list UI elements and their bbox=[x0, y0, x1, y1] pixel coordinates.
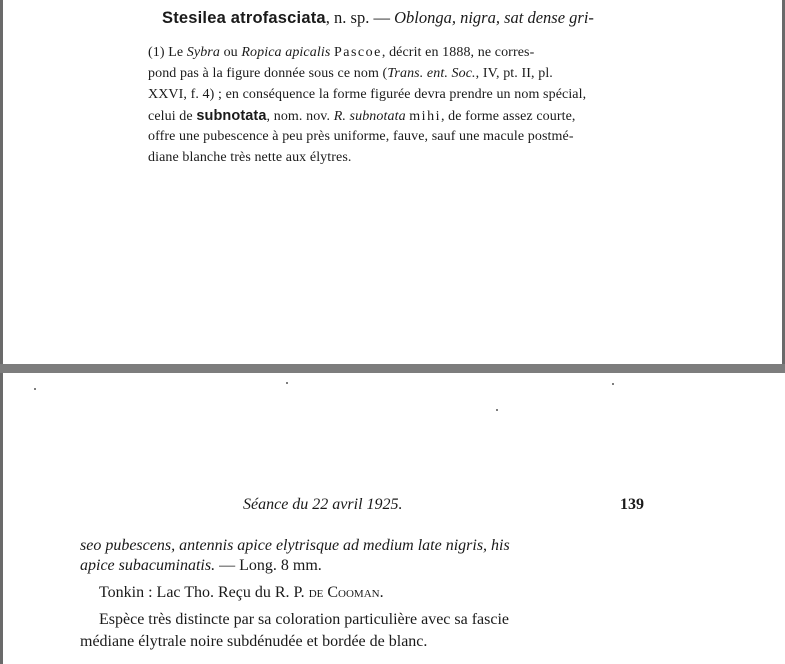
species-name: Stesilea atrofasciata bbox=[162, 9, 326, 27]
scan-speck bbox=[34, 388, 36, 390]
footnote-line-4: celui de subnotata, nom. nov. R. subnotata mihi, de forme assez courte, bbox=[148, 108, 576, 124]
scan-speck bbox=[496, 409, 498, 411]
page-number: 139 bbox=[620, 496, 644, 513]
scan-speck bbox=[612, 383, 614, 385]
species-status: , n. sp. — bbox=[325, 8, 395, 27]
scan-speck bbox=[286, 382, 288, 384]
body-line-4: Espèce très distincte par sa coloration particulière avec sa fascie bbox=[99, 611, 510, 628]
body-line-1: seo pubescens, antennis apice elytrisque ad medium late nigris, his bbox=[80, 537, 510, 554]
footnote-line-6: diane blanche très nette aux élytres. bbox=[148, 150, 352, 165]
body-line-2: apice subacuminatis. — Long. 8 mm. bbox=[80, 557, 322, 574]
latin-description-start: Oblonga, nigra, sat dense gri- bbox=[394, 8, 594, 27]
body-line-3: Tonkin : Lac Tho. Reçu du R. P. de Cooman. bbox=[99, 584, 384, 601]
footnote-line-3: XXVI, f. 4) ; en conséquence la forme figurée devra prendre un nom spécial, bbox=[148, 87, 587, 102]
footnote-line-1: (1) Le Sybra ou Ropica apicalis Pascoe, décrit en 1888, ne corres- bbox=[148, 45, 535, 60]
page-separator bbox=[0, 364, 785, 373]
footnote-line-5: offre une pubescence à peu près uniforme, fauve, sauf une macule postmé- bbox=[148, 129, 574, 144]
running-header: Séance du 22 avril 1925. bbox=[243, 496, 403, 513]
species-title-line bbox=[162, 8, 594, 28]
body-line-5: médiane élytrale noire subdénudée et bordée de blanc. bbox=[80, 633, 428, 650]
footnote-line-2: pond pas à la figure donnée sous ce nom (Trans. ent. Soc., IV, pt. II, pl. bbox=[148, 66, 553, 81]
